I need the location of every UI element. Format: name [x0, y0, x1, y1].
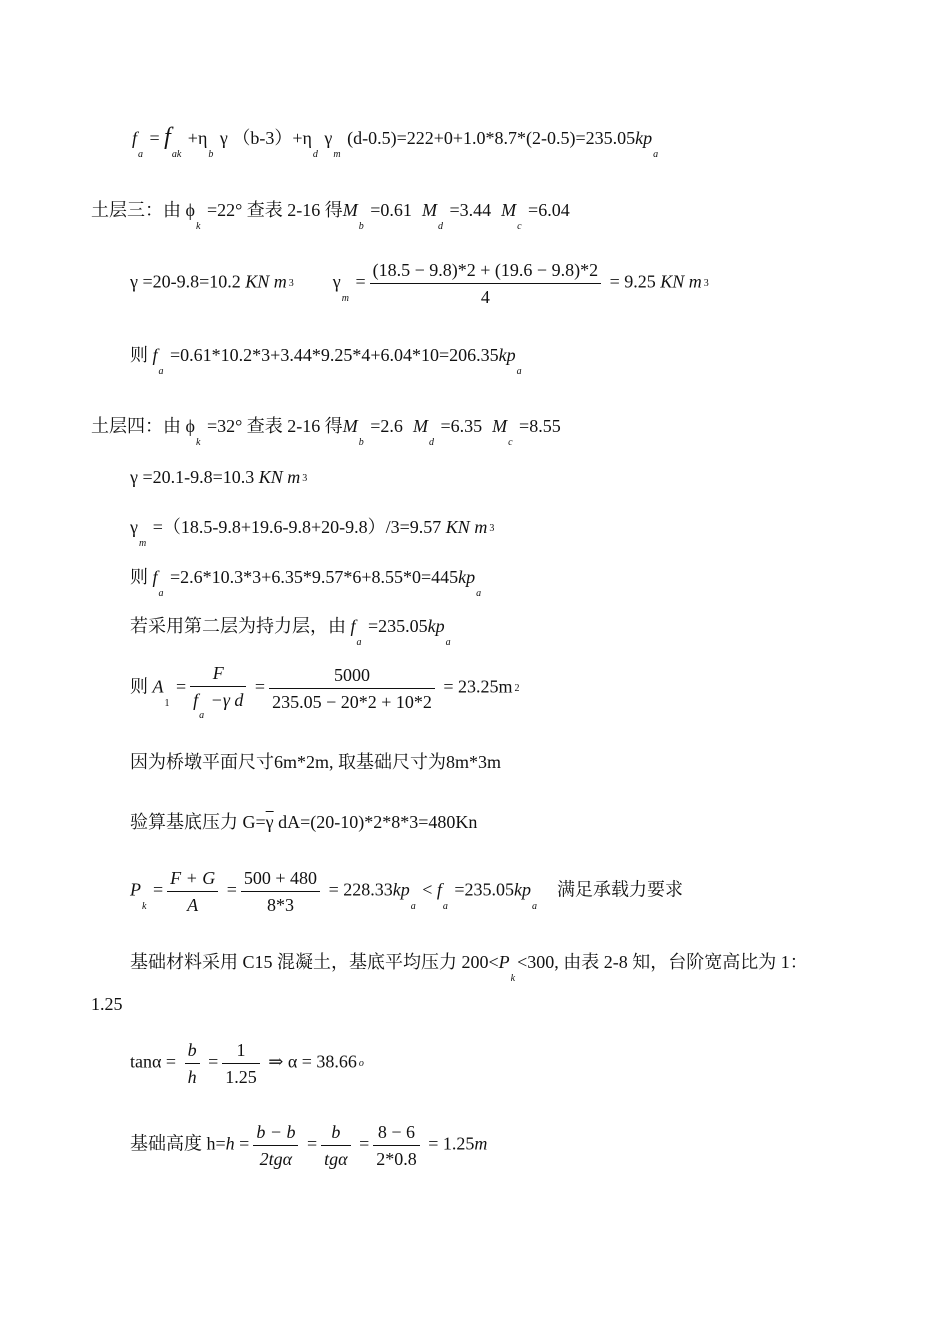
foundation-height-formula [130, 1122, 487, 1169]
sub-a: a [532, 900, 538, 912]
expression: dA=(20-10)*2*8*3=480Kn [273, 812, 478, 832]
fraction [185, 1040, 200, 1087]
fraction [321, 1122, 350, 1169]
denominator [190, 687, 246, 721]
text: =6.04 [523, 200, 570, 220]
text: 则 [130, 676, 148, 697]
text: γ =20-9.8=10.2 [130, 271, 241, 292]
sub-c: c [517, 221, 522, 232]
sub-a: a [199, 710, 205, 721]
sub-b: b [358, 437, 364, 448]
pk-formula [130, 868, 683, 915]
bearing-layer-choice [130, 615, 453, 648]
text: γ [319, 128, 333, 148]
result: = 228.33 [324, 879, 393, 900]
var-M: M [492, 416, 508, 436]
text: +η [183, 128, 208, 148]
var-f: f [152, 567, 158, 587]
unit-kn: KN [245, 271, 270, 292]
text: 土层四：由 ϕ [91, 416, 195, 436]
material-text [130, 951, 808, 984]
numerator: F + G [167, 868, 218, 892]
sub-a: a [158, 588, 164, 599]
text: =0.61 [365, 200, 412, 220]
unit-kp: kp [635, 128, 653, 148]
text: =2.6 [365, 416, 403, 436]
sub-ak: ak [171, 149, 182, 160]
text: −γ d [206, 690, 244, 710]
denominator: 8*3 [266, 895, 294, 915]
sup-3: 3 [288, 277, 294, 289]
eq: = [145, 128, 165, 148]
text: =6.35 [435, 416, 483, 436]
result: = 1.25 [423, 1133, 475, 1154]
unit-kn: KN [258, 467, 283, 487]
sub-c: c [508, 437, 513, 448]
var-M: M [342, 200, 358, 220]
sub-a: a [158, 366, 164, 377]
var-f: f [436, 879, 442, 900]
sub-a: a [442, 900, 448, 912]
sub-1: 1 [164, 697, 170, 709]
formula-fa-layer4 [130, 566, 483, 599]
sub-a: a [356, 637, 362, 648]
var-M: M [501, 200, 517, 220]
sub-a: a [516, 366, 522, 377]
unit-m: m [688, 271, 702, 292]
text: =235.05 [449, 879, 515, 900]
var-f: f [132, 128, 138, 148]
var-gamma-bar: $\overline{\gamma}$ [265, 812, 274, 832]
var-M: M [342, 416, 358, 436]
var-gamma: γ [332, 271, 341, 292]
sub-a: a [138, 149, 144, 160]
eq: = [350, 271, 366, 292]
var-f: f [193, 690, 199, 710]
var-gamma: γ [130, 517, 138, 537]
numerator: 1 [222, 1040, 260, 1064]
numerator: (18.5 − 9.8)*2 + (19.6 − 9.8)*2 [370, 260, 601, 284]
numerator: b [185, 1040, 200, 1064]
unit-kp: kp [498, 345, 516, 365]
var-A: A [152, 676, 164, 697]
layer3-heading [91, 199, 570, 232]
sub-d: d [312, 149, 318, 160]
unit-kp: kp [458, 567, 476, 587]
denominator: 4 [480, 287, 490, 307]
gamma-layer4 [130, 466, 307, 492]
text: = 9.25 [605, 271, 661, 292]
numerator: F [190, 663, 246, 687]
var-f: f [152, 345, 158, 365]
fraction [253, 1122, 298, 1169]
text: 若采用第二层为持力层，由 [130, 616, 346, 636]
formula-fa-layer3 [130, 344, 524, 377]
text: =22° 查表 2-16 得 [202, 200, 343, 220]
sub-a: a [445, 637, 451, 648]
unit-kp: kp [392, 879, 410, 900]
tan-alpha-formula [130, 1040, 364, 1087]
text: 基础高度 h= [130, 1133, 226, 1154]
denominator: h [187, 1067, 197, 1087]
sup-degree: o [358, 1057, 364, 1069]
sup-3: 3 [703, 277, 709, 289]
text: γ （b-3）+η [215, 128, 312, 148]
denominator: 235.05 − 20*2 + 10*2 [272, 692, 432, 712]
expression: (d-0.5)=222+0+1.0*8.7*(2-0.5)=235.05 [342, 128, 636, 148]
fraction [373, 1122, 420, 1169]
eq: = [234, 1133, 250, 1154]
eq: = [250, 676, 266, 697]
result: = 23.25m [438, 676, 513, 697]
text: =32° 查表 2-16 得 [202, 416, 343, 436]
formula-fa-layer2 [132, 124, 660, 160]
sub-b: b [358, 221, 364, 232]
numerator: b − b [253, 1122, 298, 1146]
expression: =（18.5-9.8+19.6-9.8+20-9.8）/3=9.57 [148, 517, 442, 537]
sub-k: k [195, 221, 201, 232]
denominator: A [187, 895, 199, 915]
sub-d: d [428, 437, 434, 448]
expression: =235.05 [363, 616, 428, 636]
numerator: b [321, 1122, 350, 1146]
sub-b: b [208, 149, 214, 160]
fraction [269, 665, 435, 712]
expression: =2.6*10.3*3+6.35*9.57*6+8.55*0=445 [165, 567, 459, 587]
denominator: 1.25 [225, 1067, 257, 1087]
sub-a: a [653, 149, 659, 160]
unit-m: m [474, 1133, 488, 1154]
fraction [370, 260, 601, 307]
unit-m: m [287, 467, 301, 487]
fraction [190, 663, 246, 721]
var-f: f [350, 616, 356, 636]
unit-kp: kp [514, 879, 532, 900]
sup-3: 3 [302, 473, 308, 484]
unit-kp: kp [427, 616, 445, 636]
text: γ =20.1-9.8=10.3 [130, 467, 255, 487]
ratio-continuation: 1.25 [91, 994, 123, 1014]
text: < [417, 879, 437, 900]
eq: = [222, 879, 237, 900]
var-M: M [421, 200, 437, 220]
sub-a: a [476, 588, 482, 599]
sup-2: 2 [514, 682, 520, 694]
eq: = [171, 676, 187, 697]
denominator: tgα [324, 1149, 348, 1169]
text: <300, 由表 2-8 知，台阶宽高比为 1： [517, 952, 808, 972]
eq: = [354, 1133, 370, 1154]
foundation-size-text: 因为桥墩平面尺寸6m*2m, 取基础尺寸为8m*3m [130, 752, 502, 772]
base-pressure-check [130, 811, 477, 833]
sub-k: k [195, 437, 201, 448]
fraction [167, 868, 218, 915]
sub-a: a [410, 900, 416, 912]
unit-kn: KN [445, 517, 470, 537]
var-P: P [130, 879, 141, 900]
sub-m: m [341, 292, 349, 304]
layer4-heading [91, 415, 561, 448]
text: 验算基底压力 G= [130, 812, 266, 832]
sub-k: k [510, 973, 516, 984]
eq: = [302, 1133, 318, 1154]
sub-d: d [437, 221, 443, 232]
gamma-layer3 [130, 260, 709, 307]
text: 基础材料采用 C15 混凝土，基底平均压力 200< [130, 952, 499, 972]
unit-m: m [273, 271, 287, 292]
text: tanα = [130, 1051, 181, 1072]
fraction [222, 1040, 260, 1087]
fraction [241, 868, 320, 915]
sup-3: 3 [489, 523, 495, 534]
eq: = [203, 1051, 219, 1072]
text: 土层三：由 ϕ [91, 200, 195, 220]
text: 则 [130, 345, 148, 365]
sub-m: m [138, 538, 147, 549]
text: 则 [130, 567, 148, 587]
numerator: 8 − 6 [373, 1122, 420, 1146]
gamma-m-layer4 [130, 516, 495, 549]
eq: = [148, 879, 164, 900]
var-f: f [164, 124, 171, 150]
numerator: 5000 [269, 665, 435, 689]
sub-k: k [142, 900, 147, 912]
sub-m: m [333, 149, 341, 160]
expression: =0.61*10.2*3+3.44*9.25*4+6.04*10=206.35 [165, 345, 499, 365]
text: =8.55 [514, 416, 561, 436]
var-P: P [498, 952, 510, 972]
conclusion: 满足承载力要求 [557, 879, 684, 900]
result: ⇒ α = 38.66 [263, 1051, 357, 1072]
numerator: 500 + 480 [241, 868, 320, 892]
denominator: 2tgα [259, 1149, 293, 1169]
unit-kn: KN [660, 271, 685, 292]
var-M: M [412, 416, 428, 436]
unit-m: m [474, 517, 488, 537]
area-formula [130, 663, 520, 721]
var-h: h [225, 1133, 235, 1154]
text: =3.44 [444, 200, 492, 220]
denominator: 2*0.8 [376, 1149, 417, 1169]
